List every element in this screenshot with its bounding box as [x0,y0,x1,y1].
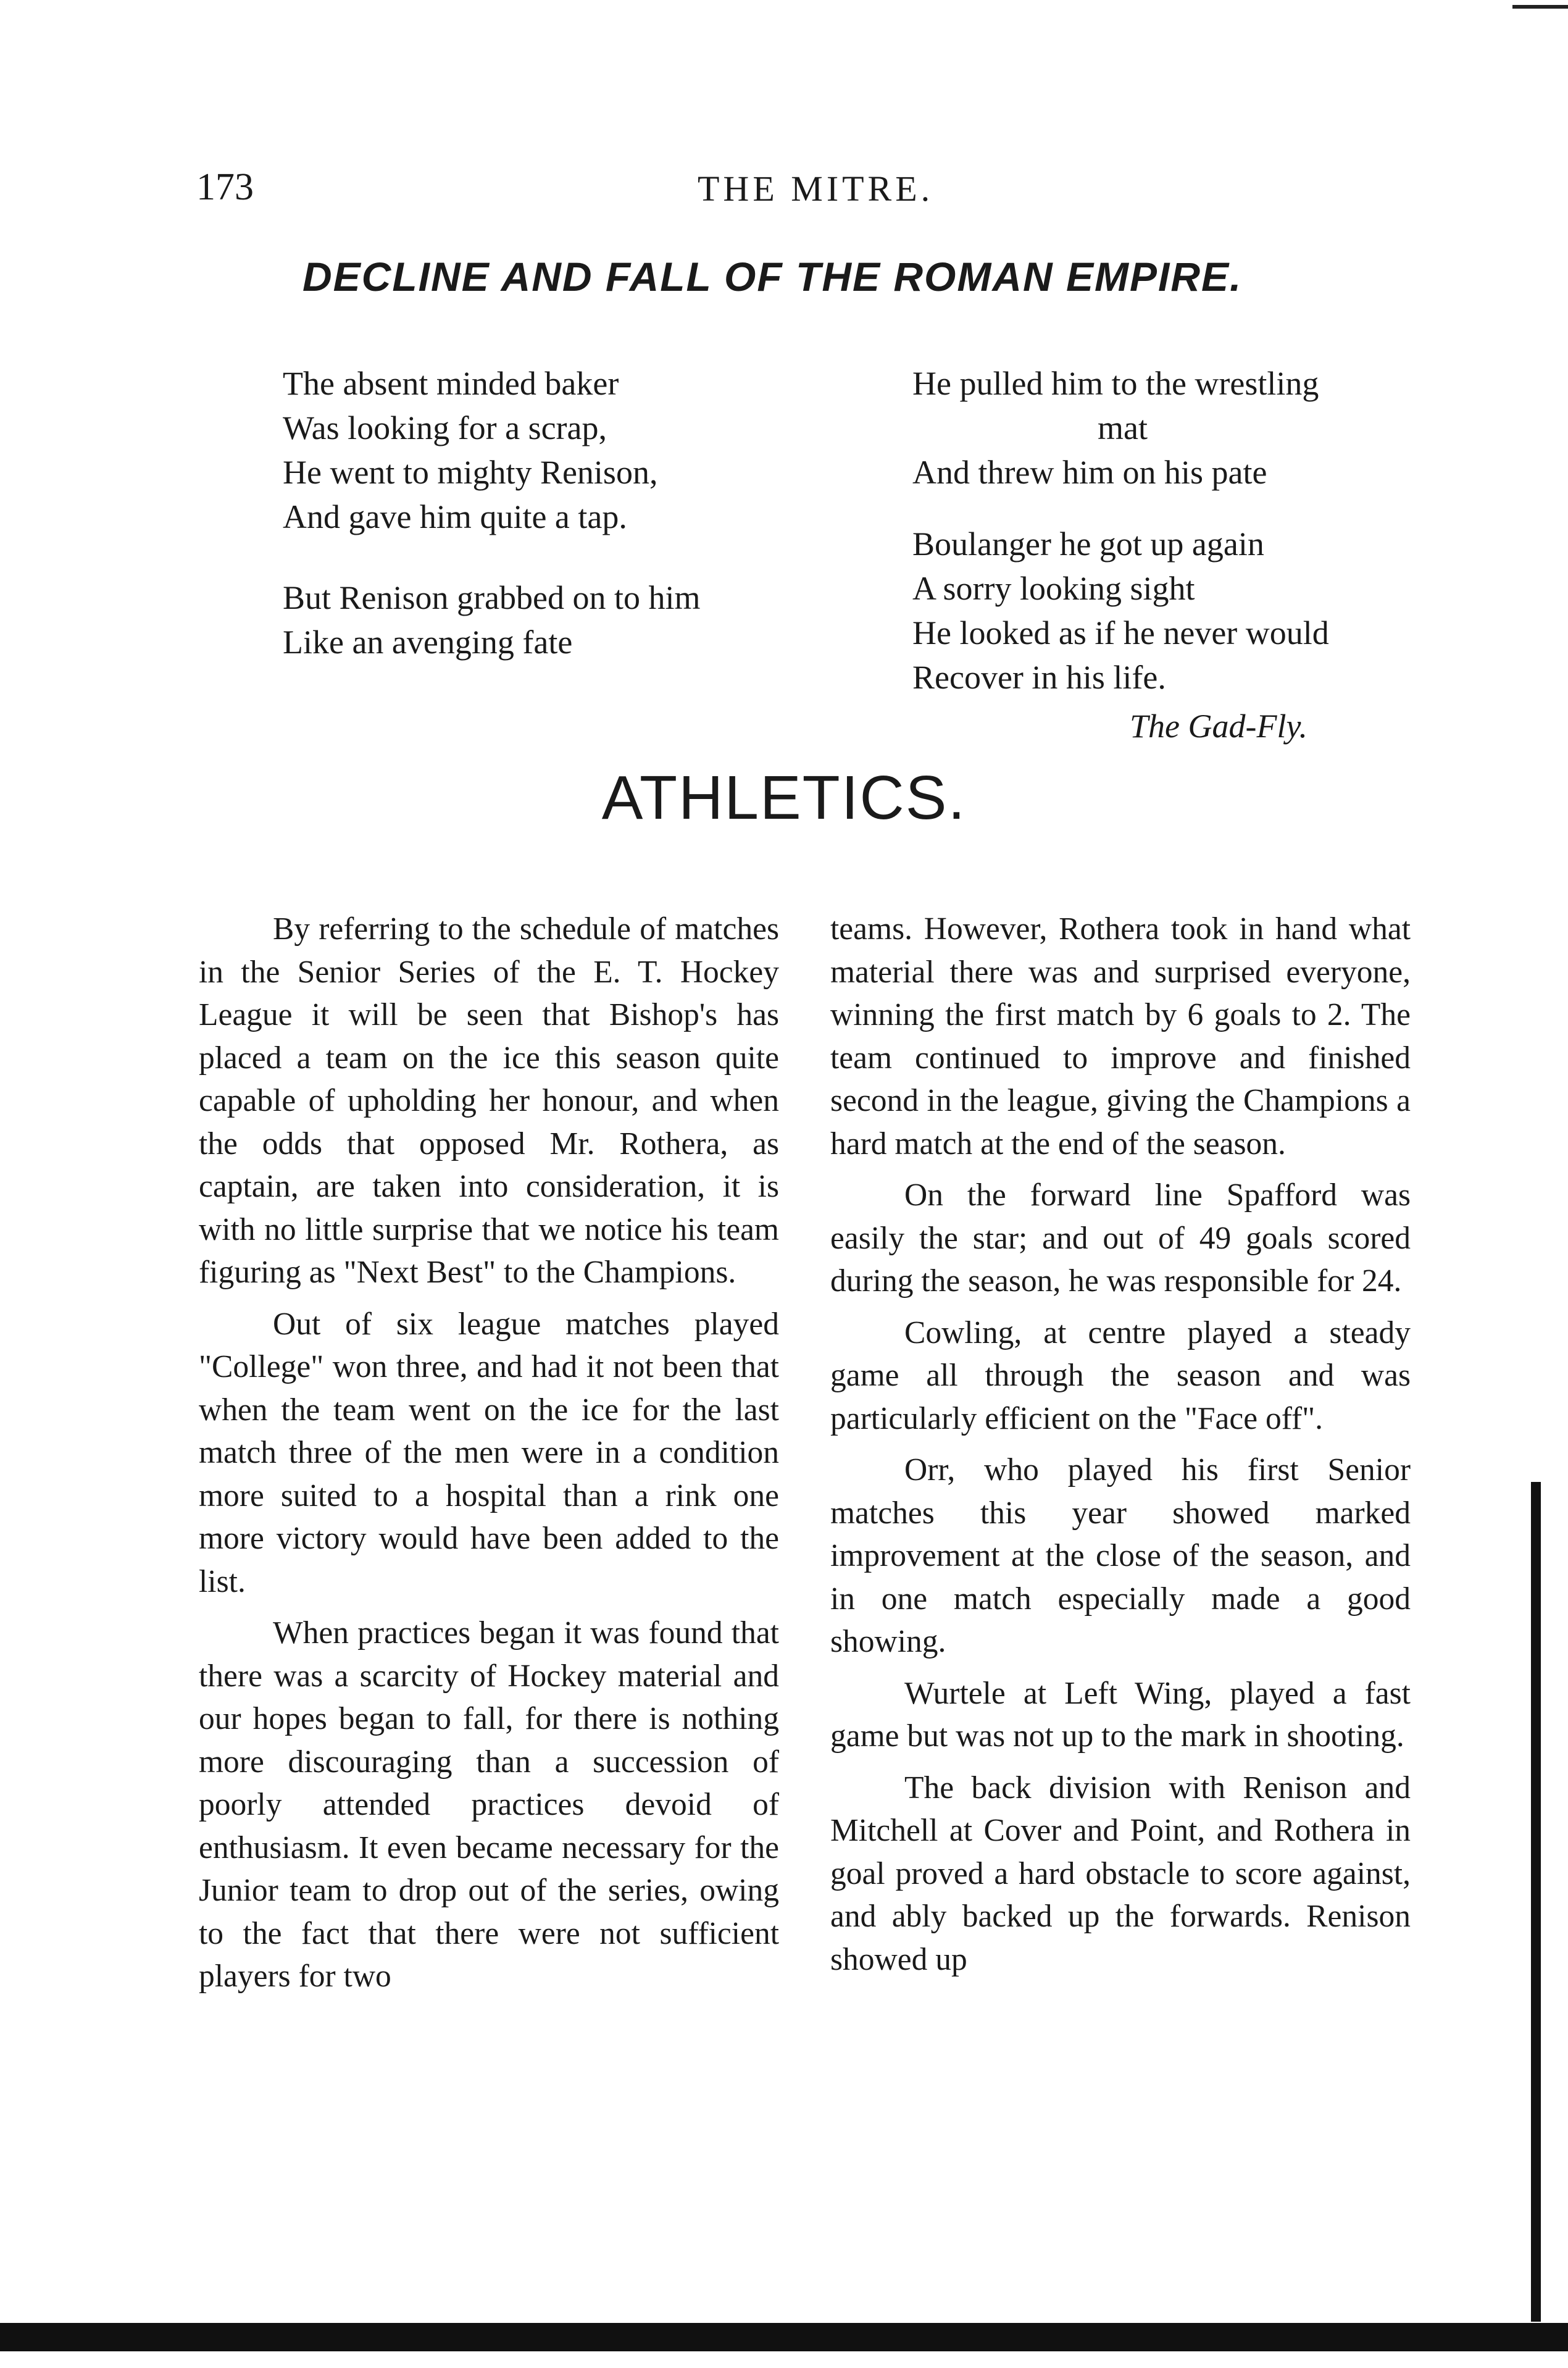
scan-bottom-edge [0,2323,1568,2351]
poem-line: Like an avenging fate [283,624,573,661]
article-paragraph: Orr, who played his first Senior matches this year showed marked improvement at the close of the season, and in one match especially made a good showing. [830,1452,1411,1659]
poem-credit: The Gad-Fly. [1130,708,1307,745]
poem-line: He pulled him to the wrestling [912,365,1319,402]
article-left-column [199,908,779,2007]
article-paragraph: Wurtele at Left Wing, played a fast game but was not up to the mark in shooting. [830,1675,1411,1754]
poem-line: A sorry looking sight [912,570,1195,607]
article-paragraph: teams. However, Rothera took in hand what material there was and surprised everyone, winning the first match by 6 goals to 2. The team continued to improve and finished second in the league, giving the Champions a hard match at the end of the season. [830,911,1411,1161]
poem-line: mat [1098,409,1148,446]
article-paragraph: When practices began it was found that there was a scarcity of Hockey material and our hopes began to fall, for there is nothing more discouraging than a succession of poorly attended practices devoid of enthusiasm. It even became necessary for the Junior team to drop out of the series, owing to the fact that there were not sufficient players for two [199,1615,779,1994]
scan-edge-mark [1512,5,1568,9]
poem-line: He went to mighty Renison, [283,454,658,491]
poem-line: But Renison grabbed on to him [283,579,701,616]
poem-stanza [283,361,657,539]
article-paragraph: On the forward line Spafford was easily the star; and out of 49 goals scored during the season, he was responsible for 24. [830,1178,1411,1299]
page-number: 173 [196,166,254,208]
poem-line: Was looking for a scrap, [283,409,607,446]
poem-stanza [283,575,700,664]
poem-line: And gave him quite a tap. [283,498,627,535]
poem-line: Recover in his life. [912,659,1166,696]
poem-title: DECLINE AND FALL OF THE ROMAN EMPIRE. [302,254,1243,299]
running-title: THE MITRE. [698,169,934,209]
article-paragraph: Cowling, at centre played a steady game all through the season and was particularly efficient on the "Face off". [830,1315,1411,1436]
section-title: ATHLETICS. [601,763,967,832]
poem-line: The absent minded baker [283,365,619,402]
poem-line: He looked as if he never would [912,614,1329,651]
poem-stanza [912,522,1329,700]
scan-edge-bar [1531,1482,1541,2322]
article-paragraph: The back division with Renison and Mitchell at Cover and Point, and Rothera in goal proved a hard obstacle to score against, and ably backed up the forwards. Renison showed up [830,1770,1411,1977]
article-right-column [830,908,1411,1989]
article-paragraph: Out of six league matches played "College" won three, and had it not been that when the team went on the ice for the last match three of the men were in a condition more suited to a hospital than a rink one more victory would have been added to the list. [199,1306,779,1599]
poem-line: Boulanger he got up again [912,525,1264,563]
article-paragraph: By referring to the schedule of matches in the Senior Series of the E. T. Hockey League it will be seen that Bishop's has placed a team on the ice this season quite capable of upholding her honour, and when the odds that opposed Mr. Rothera, as captain, are taken into consideration, it is with no little surprise that we notice his team figuring as "Next Best" to the Champions. [199,911,779,1290]
poem-stanza [912,361,1319,495]
poem-line: And threw him on his pate [912,454,1267,491]
